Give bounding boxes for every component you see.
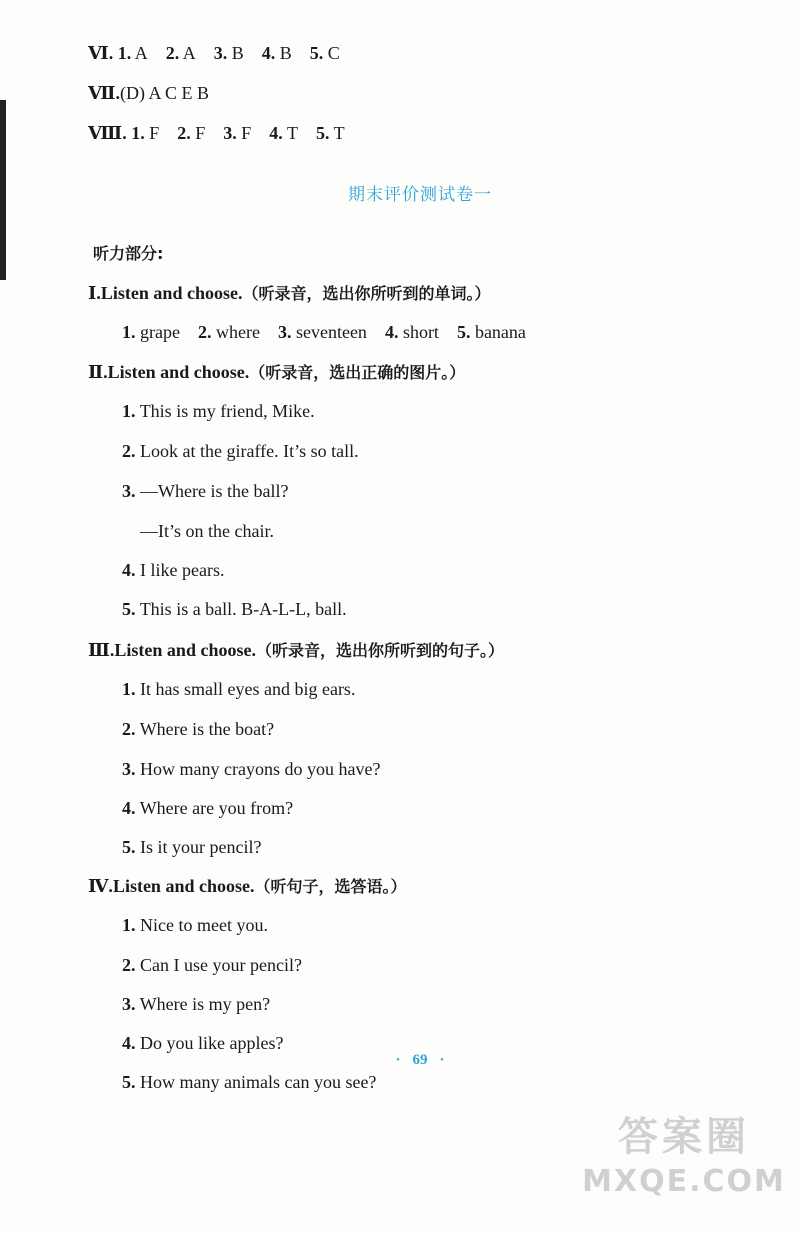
page-number-dot: · (395, 1052, 401, 1068)
list-item: 2. Look at the giraffe. It’s so tall. (122, 441, 359, 461)
part-heading: Ⅱ.Listen and choose.（听录音，选出正确的图片。） (88, 362, 466, 382)
list-item: 5. How many animals can you see? (122, 1072, 377, 1092)
word-list: 1. grape 2. where 3. seventeen 4. short 5. banana (122, 322, 526, 342)
list-item: 1. It has small eyes and big ears. (122, 679, 356, 699)
list-item: 5. This is a ball. B-A-L-L, ball. (122, 599, 347, 619)
list-item: 4. Do you like apples? (122, 1033, 284, 1053)
section-title: 期末评价测试卷一 (348, 185, 492, 205)
list-item: 2. Where is the boat? (122, 719, 275, 739)
list-item: 4. Where are you from? (122, 798, 294, 818)
list-item: 3. —Where is the ball? (122, 481, 289, 501)
list-item: 5. Is it your pencil? (122, 837, 262, 857)
page-number: · 69 · (395, 1052, 445, 1068)
roman-numeral: Ⅶ. (88, 83, 120, 103)
answer-row-8: Ⅷ. 1. F 2. F 3. F 4. T 5. T (88, 123, 345, 143)
list-item: 3. Where is my pen? (122, 994, 271, 1014)
list-item: 1. This is my friend, Mike. (122, 401, 315, 421)
list-item: 2. Can I use your pencil? (122, 955, 302, 975)
answer-row-7: Ⅶ.(D) A C E B (88, 83, 209, 103)
watermark-logo: 答案圈 MXQE.COM (582, 1114, 786, 1199)
part-heading: Ⅲ.Listen and choose.（听录音，选出你所听到的句子。） (88, 640, 504, 660)
part-heading: Ⅳ.Listen and choose.（听句子，选答语。） (88, 876, 407, 896)
list-item: —It’s on the chair. (140, 521, 274, 541)
page-number-dot: · (439, 1052, 445, 1068)
list-item: 3. How many crayons do you have? (122, 759, 381, 779)
roman-numeral: Ⅵ. (88, 43, 114, 63)
part-heading: Ⅰ.Listen and choose.（听录音，选出你所听到的单词。） (88, 283, 491, 303)
list-item: 1. Nice to meet you. (122, 915, 268, 935)
listening-heading: 听力部分: (93, 244, 164, 263)
answer-row-6: Ⅵ. 1. A 2. A 3. B 4. B 5. C (88, 43, 340, 63)
list-item: 4. I like pears. (122, 560, 225, 580)
roman-numeral: Ⅷ. (88, 123, 127, 143)
